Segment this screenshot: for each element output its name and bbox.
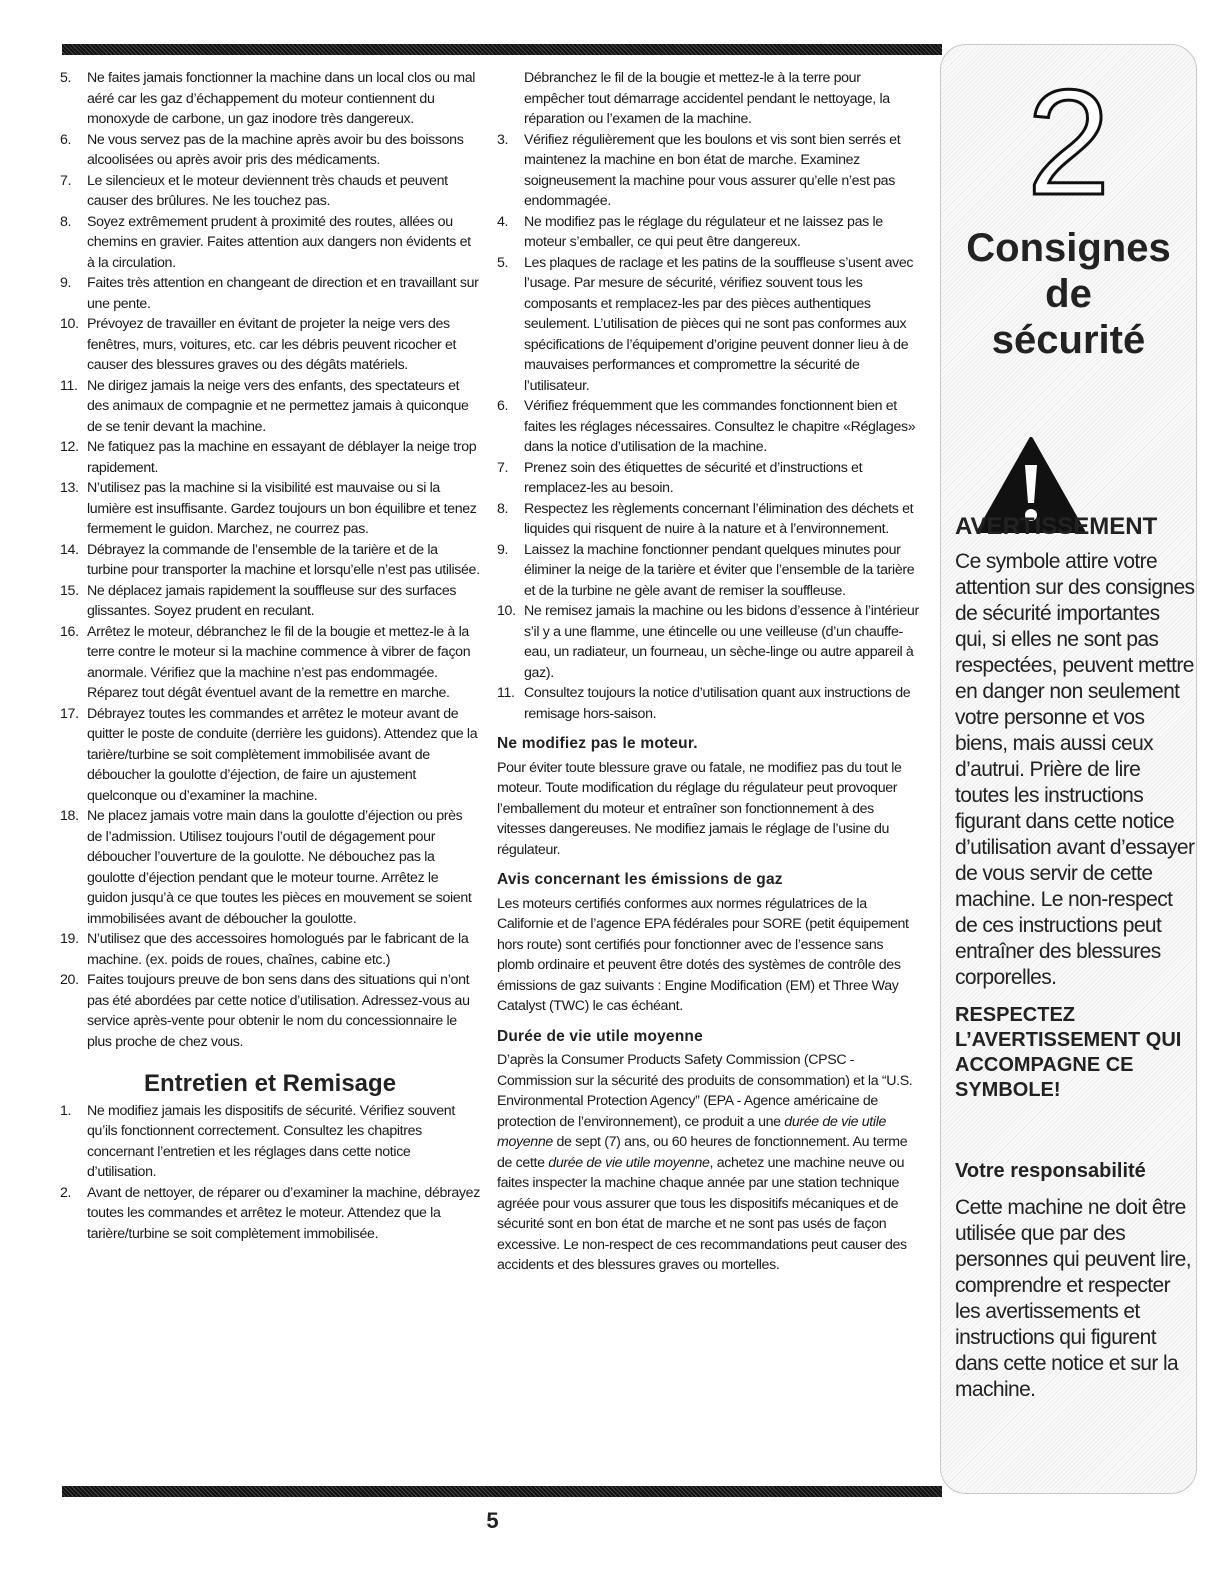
list-item: 7. Prenez soin des étiquettes de sécurité et d’instructions et remplacez-les au besoin. [497, 459, 863, 496]
list-item: 5. Les plaques de raclage et les patins de la souffleuse s’usent avec l’usage. Par mesure de sécurité, vérifiez souvent tous les composants et remplacez-les par des pièces authentiques seulement. L’utilisation de pièces qui ne sont pas conformes aux spécifications de l’équipement d’origine peuvent donner lieu à de mauvaises performances et compromettre la sécurité de l’utilisateur. [497, 254, 914, 394]
responsibility-heading: Votre responsabilité [955, 1160, 1146, 1182]
subheading-emissions: Avis concernant les émissions de gaz [497, 871, 783, 888]
list-item: 4. Ne modifiez pas le réglage du régulateur et ne laissez pas le moteur s’emballer, ce qui peut être dangereux. [497, 213, 883, 250]
list-item: 2. Avant de nettoyer, de réparer ou d’examiner la machine, débrayez toutes les commandes et arrêtez le moteur. Attendez que la tarière/turbine se soit complètement immobilisée. [60, 1184, 480, 1242]
list-item: 7. Le silencieux et le moteur deviennent très chauds et peuvent causer des brûlures. Ne les touchez pas. [60, 172, 448, 209]
subheading-useful-life: Durée de vie utile moyenne [497, 1027, 703, 1045]
list-item: 10. Ne remisez jamais la machine ou les bidons d’essence à l’intérieur s’il y a une flamme, une étincelle ou une veilleuse (d’un chauffe-eau, un radiateur, un fourneau, un sèche-linge ou autre appareil à gaz). [497, 603, 919, 681]
list-item: 11. Consultez toujours la notice d’utilisation quant aux instructions de remisage hors-saison. [497, 685, 911, 722]
warning-text: Ce symbole attire votre attention sur des consignes de sécurité importantes qui, si elles ne sont pas respectées, peuvent mettre en danger non seulement votre personne et vos biens, mais aussi ceux d’autrui. Prière de lire toutes les instructions figurant dans cette notice d’utilisation avant d’essayer de vous servir de cette machine. Le non-respect de ces instructions peut entraîner des blessures corporelles. [955, 550, 1195, 989]
list-item: 17. Débrayez toutes les commandes et arrêtez le moteur avant de quitter le poste de conduite (derrière les guidons). Attendez que la tarière/turbine se soit complètement immobilisée avant de déboucher la goulotte d’éjection, de faire un ajustement quelconque ou d’examiner la machine. [60, 705, 478, 804]
safety-list-continued [60, 68, 480, 1052]
list-item: 19. N’utilisez que des accessoires homologués par le fabricant de la machine. (ex. poids de roues, chaînes, cabine etc.) [60, 931, 469, 968]
maintenance-list-continued [497, 130, 922, 725]
top-rule [62, 44, 942, 55]
paragraph-engine: Pour éviter toute blessure grave ou fatale, ne modifiez pas du tout le moteur. Toute modification du réglage du régulateur peut provoquer l’emballement du moteur et entraîner son fonctionnement à des vitesses dangereuses. Ne modifiez jamais le réglage de l’usine du régulateur. [497, 759, 902, 858]
list-item: 10. Prévoyez de travailler en évitant de projeter la neige vers des fenêtres, murs, voitures, etc. car les débris peuvent ricocher et causer des blessures graves ou des dégâts matériels. [60, 316, 457, 373]
list-item: 18. Ne placez jamais votre main dans la goulotte d’éjection ou près de l’admission. Utilisez toujours l’outil de dégagement pour déboucher l’ouverture de la goulotte. Ne débouchez pas la goulotte d’éjection pendant que le moteur tourne. Arrêtez le guidon jusqu’à ce que toutes les pièces en mouvement se soient immobilisées avant de déboucher la goulotte. [60, 808, 472, 927]
paragraph-useful-life: D’après la Consumer Products Safety Commission (CPSC - Commission sur la sécurité des produits de consommation) et la “U.S. Environmental Protection Agency” (EPA - Agence américaine de protection de l’environnement), ce produit a une durée de vie utile moyenne de sept (7) ans, ou 60 heures de fonctionnement. Au terme de cette durée de vie utile moyenne, achetez une machine neuve ou faites inspecter la machine chaque année par une station technique agréée pour vous assurer que tous les dispositifs mécaniques et de sécurité sont en bon état de marche et ne sont pas usés de façon excessive. Le non-respect de ces recommandations peut causer des accidents et des blessures graves ou mortelles. [497, 1052, 913, 1273]
list-item: 14. Débrayez la commande de l’ensemble de la tarière et de la turbine pour transporter la machine et lorsqu’elle n’est pas utilisée. [60, 541, 480, 578]
section-heading-maintenance: Entretien et Remisage [143, 1070, 397, 1097]
list-item: 12. Ne fatiquez pas la machine en essayant de déblayer la neige trop rapidement. [60, 439, 477, 476]
list-item: 11. Ne dirigez jamais la neige vers des enfants, des spectateurs et des animaux de compagnie et ne permettez jamais à quiconque de se tenir devant la machine. [60, 377, 469, 435]
list-item: 3. Vérifiez régulièrement que les boulons et vis sont bien serrés et maintenez la machine en bon état de marche. Examinez soigneusement la machine pour vous assurer qu’elle n’est pas endommagée. [497, 131, 901, 209]
list-item: 9. Faites très attention en changeant de direction et en travaillant sur une pente. [60, 275, 479, 312]
bottom-rule [62, 1486, 942, 1497]
column-left [60, 68, 480, 1244]
chapter-title: Consignes de sécurité [966, 226, 1171, 362]
list-item: 5. Ne faites jamais fonctionner la machine dans un local clos ou mal aéré car les gaz d’échappement du moteur contiennent du monoxyde de carbone, un gaz inodore très dangereux. [60, 70, 476, 127]
warning-heading: AVERTISSEMENT [955, 513, 1158, 540]
list-item: 8. Respectez les règlements concernant l’élimination des déchets et liquides qui risquent de nuire à la nature et à l’environnement. [497, 500, 914, 537]
responsibility-text: Cette machine ne doit être utilisée que par des personnes qui peuvent lire, comprendre et respecter les avertissements et instructions qui figurent dans cette notice et sur la machine. [955, 1196, 1191, 1401]
chapter-sidebar [940, 44, 1197, 1494]
list-item: 16. Arrêtez le moteur, débranchez le fil de la bougie et mettez-le à la terre contre le moteur si la machine commence à vibrer de façon anormale. Vérifiez que la machine n’est pas endommagée. Réparez tout dégât éventuel avant de la remettre en marche. [60, 623, 471, 701]
list-item: 8. Soyez extrêmement prudent à proximité des routes, allées ou chemins en gravier. Faites attention aux dangers non évidents et à la circulation. [60, 213, 471, 271]
list-item: 15. Ne déplacez jamais rapidement la souffleuse sur des surfaces glissantes. Soyez prudent en reculant. [60, 582, 457, 619]
list-item: 1. Ne modifiez jamais les dispositifs de sécurité. Vérifiez souvent qu’ils fonctionnent correctement. Consultez les chapitres concernant l’entretien et les réglages dans cette notice d’utilisation. [60, 1102, 455, 1180]
list-item: 9. Laissez la machine fonctionner pendant quelques minutes pour éliminer la neige de la tarière et éviter que l’ensemble de la tarière et de la turbine ne gèle avant de remiser la souffleuse. [497, 541, 915, 599]
page-number: 5 [486, 1508, 499, 1533]
column-middle [497, 68, 922, 1276]
respect-warning-text: RESPECTEZ L’AVERTISSEMENT QUI ACCOMPAGNE CE SYMBOLE! [955, 1004, 1182, 1101]
chapter-number: 2 [1026, 58, 1111, 226]
list-item: 20. Faites toujours preuve de bon sens dans des situations qui n’ont pas été abordées par cette notice d’utilisation. Adressez-vous au service après-vente pour obtenir le nom du concessionnaire le plus proche de chez vous. [60, 972, 470, 1050]
maintenance-list [60, 1101, 480, 1245]
list-item-continuation: Débranchez le fil de la bougie et mettez-le à la terre pour empêcher tout démarrage accidentel pendant le nettoyage, la réparation ou l’examen de la machine. [524, 70, 890, 127]
list-item: 6. Ne vous servez pas de la machine après avoir bu des boissons alcoolisées ou après avoir pris des médicaments. [60, 131, 464, 168]
list-item: 6. Vérifiez fréquemment que les commandes fonctionnent bien et faites les réglages nécessaires. Consultez le chapitre «Réglages» dans la notice d’utilisation de la machine. [497, 398, 916, 455]
paragraph-emissions: Les moteurs certifiés conformes aux normes régulatrices de la Californie et de l’agence EPA fédérales pour SORE (petit équipement hors route) sont certifiés pour fonctionner avec de l’essence sans plomb ordinaire et peuvent être dotés des systèmes de contrôle des émissions de gaz suivants : Engine Modification (EM) et Three Way Catalyst (TWC) le cas échéant. [497, 895, 909, 1014]
list-item: 13. N’utilisez pas la machine si la visibilité est mauvaise ou si la lumière est insuffisante. Gardez toujours un bon équilibre et tenez fermement le guidon. Marchez, ne courrez pas. [60, 480, 477, 537]
subheading-engine: Ne modifiez pas le moteur. [497, 735, 698, 752]
